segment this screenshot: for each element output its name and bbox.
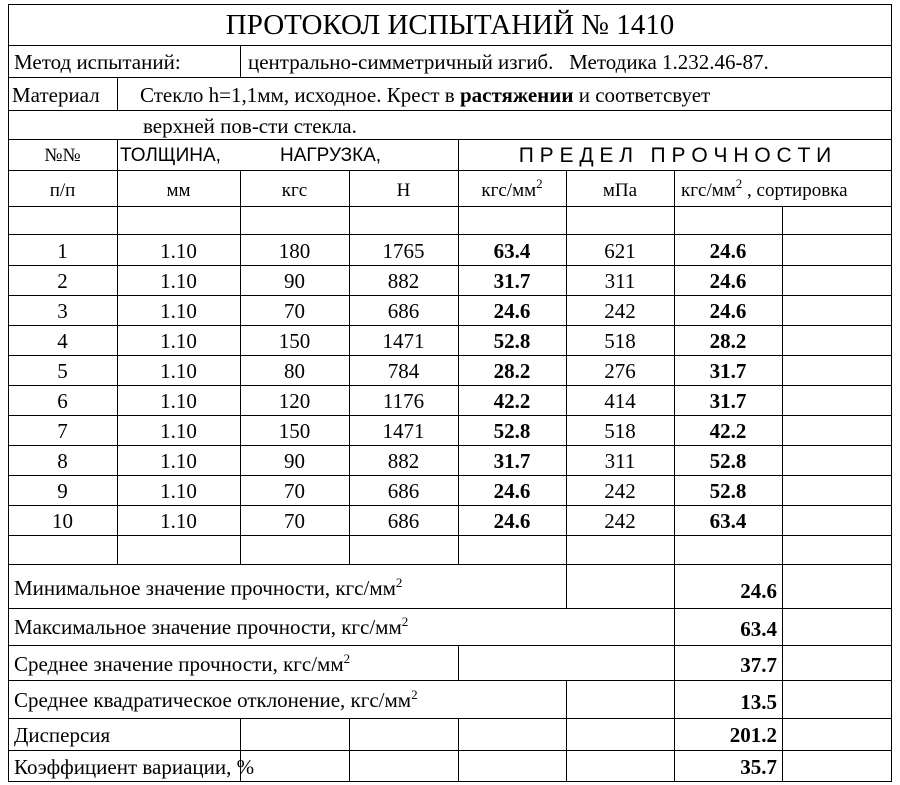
hline: [8, 535, 892, 536]
cell-strength-sorted: 52.8: [709, 449, 747, 473]
summary-std-value: 13.5: [740, 690, 777, 714]
header-sorted-text: кгс/мм: [681, 180, 736, 201]
hline: [8, 680, 892, 681]
summary-min-sup: 2: [395, 575, 403, 590]
summary-min-text: Минимальное значение прочности, кгс/мм: [14, 576, 396, 600]
material-text-bold: растяжении: [459, 83, 574, 107]
hline: [8, 750, 892, 751]
header-load-n: Н: [396, 180, 411, 201]
cell-num: 1: [57, 239, 68, 263]
cell-load-kgs: 150: [278, 329, 311, 353]
summary-max-value: 63.4: [740, 617, 777, 641]
cell-load-kgs: 70: [284, 299, 305, 323]
cell-thickness: 1.10: [160, 479, 197, 503]
cell-thickness: 1.10: [160, 239, 197, 263]
cell-strength-mpa: 242: [604, 299, 636, 323]
summary-dispersion-label: Дисперсия: [14, 723, 111, 747]
cell-num: 9: [57, 479, 68, 503]
summary-dispersion-value: 201.2: [729, 723, 777, 747]
cell-strength-sorted: 24.6: [709, 239, 747, 263]
vline-summary: [458, 718, 459, 782]
hline: [8, 139, 892, 140]
hline: [8, 295, 892, 296]
summary-mean-label: [14, 651, 351, 676]
cell-num: 7: [57, 419, 68, 443]
method-value: центрально-симметричный изгиб. Методика 1.232.46-87.: [248, 50, 769, 74]
material-label: Материал: [12, 83, 100, 107]
cell-strength-kgs: 52.8: [493, 329, 531, 353]
cell-thickness: 1.10: [160, 509, 197, 533]
hline: [8, 415, 892, 416]
cell-load-n: 882: [387, 269, 420, 293]
cell-load-n: 1176: [382, 389, 425, 413]
vline-col7: [782, 206, 783, 565]
hline: [8, 645, 892, 646]
cell-load-n: 1471: [382, 419, 425, 443]
cell-strength-mpa: 518: [604, 329, 636, 353]
header-num-unit: п/п: [49, 180, 76, 201]
cell-load-n: 1765: [382, 239, 425, 263]
cell-strength-mpa: 518: [604, 419, 636, 443]
cell-strength-kgs: 31.7: [493, 449, 531, 473]
summary-max-sup: 2: [401, 614, 409, 629]
header-sorted-suffix: , сортировка: [742, 180, 848, 201]
hline: [8, 206, 892, 207]
material-text-line2: верхней пов-сти стекла.: [143, 114, 357, 138]
cell-num: 2: [57, 269, 68, 293]
vline-summary: [349, 718, 350, 782]
summary-min-label: [14, 575, 403, 600]
cell-strength-mpa: 414: [604, 389, 636, 413]
summary-cv-label: Коэффициент вариации, %: [14, 755, 255, 779]
cell-strength-mpa: 242: [604, 509, 636, 533]
cell-strength-kgs: 63.4: [493, 239, 531, 263]
page-title: ПРОТОКОЛ ИСПЫТАНИЙ № 1410: [225, 9, 675, 41]
summary-max-text: Максимальное значение прочности, кгс/мм: [14, 615, 402, 639]
summary-min-value: 24.6: [740, 579, 777, 603]
hline: [8, 45, 892, 46]
cell-strength-mpa: 311: [604, 269, 636, 293]
cell-num: 5: [57, 359, 68, 383]
cell-load-n: 686: [387, 479, 420, 503]
cell-strength-kgs: 24.6: [493, 479, 531, 503]
summary-mean-value: 37.7: [740, 653, 777, 677]
hline: [8, 505, 892, 506]
vline-summary: [458, 645, 459, 681]
header-load-kgs: кгс: [281, 180, 308, 201]
cell-strength-mpa: 621: [604, 239, 636, 263]
method-label: Метод испытаний:: [14, 50, 181, 74]
cell-load-kgs: 150: [278, 419, 311, 443]
header-kgs-mm2-text: кгс/мм: [481, 180, 537, 201]
cell-thickness: 1.10: [160, 269, 197, 293]
cell-strength-kgs: 24.6: [493, 299, 531, 323]
summary-mean-text: Среднее значение прочности, кгс/мм: [14, 652, 344, 676]
hline: [8, 718, 892, 719]
hline: [8, 265, 892, 266]
cell-load-n: 784: [387, 359, 420, 383]
hline: [8, 445, 892, 446]
material-text-line1: [140, 85, 710, 106]
cell-num: 4: [57, 329, 68, 353]
cell-strength-kgs: 42.2: [493, 389, 531, 413]
hline: [8, 475, 892, 476]
cell-num: 6: [57, 389, 68, 413]
hline: [8, 110, 892, 111]
hline: [8, 608, 892, 609]
cell-strength-mpa: 276: [604, 359, 636, 383]
cell-strength-kgs: 31.7: [493, 269, 531, 293]
frame-top: [8, 4, 892, 5]
cell-load-kgs: 90: [284, 269, 305, 293]
hline: [8, 325, 892, 326]
hline: [8, 77, 892, 78]
cell-load-n: 686: [387, 509, 420, 533]
frame-bottom: [8, 781, 892, 782]
cell-strength-sorted: 42.2: [709, 419, 747, 443]
hline: [8, 234, 892, 235]
cell-strength-kgs: 52.8: [493, 419, 531, 443]
cell-load-kgs: 80: [284, 359, 305, 383]
cell-load-kgs: 90: [284, 449, 305, 473]
header-mpa: мПа: [602, 180, 638, 201]
cell-strength-kgs: 28.2: [493, 359, 531, 383]
summary-std-sup: 2: [411, 687, 418, 702]
hline: [8, 355, 892, 356]
cell-thickness: 1.10: [160, 359, 197, 383]
frame-right: [891, 4, 892, 782]
cell-strength-sorted: 24.6: [709, 269, 747, 293]
summary-mean-sup: 2: [343, 651, 351, 666]
cell-load-kgs: 120: [278, 389, 311, 413]
cell-load-n: 1471: [382, 329, 425, 353]
header-strength: П Р Е Д Е Л П Р О Ч Н О С Т И: [518, 144, 832, 167]
cell-strength-sorted: 24.6: [709, 299, 747, 323]
header-num: №№: [44, 145, 81, 166]
cell-load-kgs: 180: [278, 239, 311, 263]
vline-summary-right: [782, 564, 783, 782]
cell-num: 10: [52, 509, 73, 533]
cell-load-kgs: 70: [284, 479, 305, 503]
header-kgs-mm2: [458, 176, 566, 201]
vline-summary: [566, 564, 567, 609]
hline: [8, 564, 892, 565]
material-text: Стекло h=1,1мм, исходное. Крест в: [140, 83, 460, 107]
cell-thickness: 1.10: [160, 419, 197, 443]
cell-thickness: 1.10: [160, 299, 197, 323]
cell-strength-sorted: 52.8: [709, 479, 747, 503]
cell-num: 3: [57, 299, 68, 323]
summary-cv-value: 35.7: [740, 755, 777, 779]
header-kgs-mm2-sorted: [681, 176, 848, 201]
cell-num: 8: [57, 449, 68, 473]
cell-strength-sorted: 28.2: [709, 329, 747, 353]
hline: [8, 170, 892, 171]
cell-strength-mpa: 311: [604, 449, 636, 473]
cell-strength-sorted: 63.4: [709, 509, 747, 533]
cell-strength-sorted: 31.7: [709, 389, 747, 413]
summary-max-label: [14, 614, 409, 639]
cell-thickness: 1.10: [160, 389, 197, 413]
cell-thickness: 1.10: [160, 329, 197, 353]
summary-std-label: [14, 687, 418, 712]
header-sorted-sup: 2: [735, 176, 743, 191]
header-thickness: ТОЛЩИНА,: [120, 145, 221, 166]
vline-material: [117, 77, 118, 111]
cell-strength-sorted: 31.7: [709, 359, 747, 383]
cell-thickness: 1.10: [160, 449, 197, 473]
header-thickness-unit: мм: [166, 180, 191, 201]
vline-summary: [566, 680, 567, 782]
header-load: НАГРУЗКА,: [280, 145, 382, 166]
header-kgs-mm2-sup: 2: [536, 176, 543, 191]
cell-load-kgs: 70: [284, 509, 305, 533]
material-text-end: и соответсвует: [573, 83, 711, 107]
vline-method: [240, 45, 241, 78]
cell-strength-mpa: 242: [604, 479, 636, 503]
cell-load-n: 882: [387, 449, 420, 473]
cell-load-n: 686: [387, 299, 420, 323]
summary-std-text: Среднее квадратическое отклонение, кгс/мм: [14, 688, 412, 712]
hline: [8, 385, 892, 386]
cell-strength-kgs: 24.6: [493, 509, 531, 533]
